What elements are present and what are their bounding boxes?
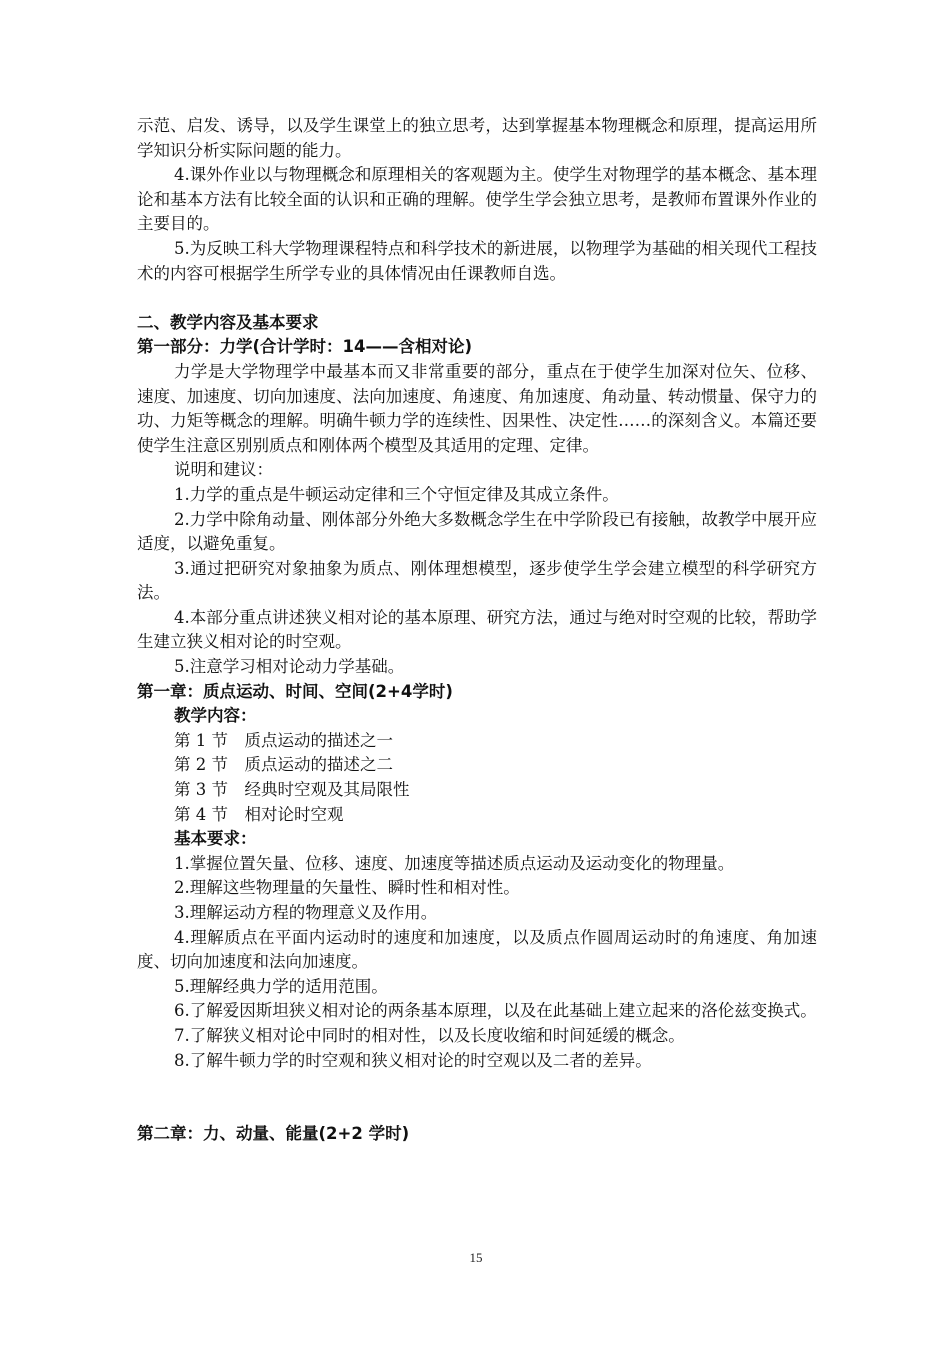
intro-paragraph-continued: 示范、启发、诱导，以及学生课堂上的独立思考，达到掌握基本物理概念和原理，提高运用所学知识分析实际问题的能力。 bbox=[137, 116, 817, 160]
part1-intro: 力学是大学物理学中最基本而又非常重要的部分，重点在于使学生加深对位矢、位移、速度、加速度、切向加速度、法向加速度、角速度、角加速度、角动量、转动惯量、保守力的功、力矩等概念的理解。明确牛顿力学的连续性、因果性、决定性……的深刻含义。本篇还要使学生注意区别别质点和刚体两个模型及其适用的定理、定律。 bbox=[137, 361, 817, 455]
note-item: 2.力学中除角动量、刚体部分外绝大多数概念学生在中学阶段已有接触，故教学中展开应适度，以避免重复。 bbox=[137, 509, 817, 554]
note-item: 4.本部分重点讲述狭义相对论的基本原理、研究方法，通过与绝对时空观的比较，帮助学生建立狭义相对论的时空观。 bbox=[137, 607, 817, 652]
intro-item-5: 5.为反映工科大学物理课程特点和科学技术的新进展，以物理学为基础的相关现代工程技术的内容可根据学生所学专业的具体情况由任课教师自选。 bbox=[137, 238, 817, 283]
requirement-item: 1.掌握位置矢量、位移、速度、加速度等描述质点运动及运动变化的物理量。 bbox=[174, 853, 735, 873]
chapter1-section-item: 第 3 节 经典时空观及其局限性 bbox=[174, 780, 410, 800]
spacer bbox=[137, 1073, 817, 1122]
spacer bbox=[137, 286, 817, 311]
chapter2-title: 第二章：力、动量、能量(2+2 学时) bbox=[137, 1124, 410, 1144]
note-item: 1.力学的重点是牛顿运动定律和三个守恒定律及其成立条件。 bbox=[174, 484, 619, 504]
note-item: 3.通过把研究对象抽象为质点、刚体理想模型，逐步使学生学会建立模型的科学研究方法。 bbox=[137, 558, 817, 603]
chapter1-section-item: 第 4 节 相对论时空观 bbox=[174, 804, 344, 824]
note-item: 5.注意学习相对论动力学基础。 bbox=[174, 657, 405, 677]
requirement-item: 8.了解牛顿力学的时空观和狭义相对论的时空观以及二者的差异。 bbox=[174, 1050, 652, 1070]
page-body bbox=[137, 114, 817, 1147]
requirement-item: 3.理解运动方程的物理意义及作用。 bbox=[174, 903, 438, 922]
notes-label: 说明和建议： bbox=[174, 460, 273, 480]
requirement-item: 7.了解狭义相对论中同时的相对性，以及长度收缩和时间延缓的概念。 bbox=[174, 1025, 685, 1045]
requirement-item: 6.了解爱因斯坦狭义相对论的两条基本原理，以及在此基础上建立起来的洛伦兹变换式。 bbox=[174, 1001, 817, 1021]
chapter1-requirements-label: 基本要求： bbox=[174, 829, 257, 849]
chapter1-section-item: 第 2 节 质点运动的描述之二 bbox=[174, 755, 393, 775]
chapter1-section-item: 第 1 节 质点运动的描述之一 bbox=[174, 730, 393, 750]
part1-title: 第一部分：力学(合计学时：14——含相对论) bbox=[137, 337, 473, 357]
intro-item-4: 4.课外作业以与物理概念和原理相关的客观题为主。使学生对物理学的基本概念、基本理论和基本方法有比较全面的认识和正确的理解。使学生学会独立思考，是教师布置课外作业的主要目的。 bbox=[137, 165, 817, 234]
page-number: 15 bbox=[469, 1250, 483, 1265]
requirement-item: 4.理解质点在平面内运动时的速度和加速度，以及质点作圆周运动时的角速度、角加速度、切向加速度和法向加速度。 bbox=[137, 927, 817, 972]
chapter1-content-label: 教学内容： bbox=[174, 706, 257, 726]
chapter1-title: 第一章：质点运动、时间、空间(2+4学时) bbox=[137, 681, 453, 701]
requirement-item: 5.理解经典力学的适用范围。 bbox=[174, 976, 388, 996]
requirement-item: 2.理解这些物理量的矢量性、瞬时性和相对性。 bbox=[174, 878, 520, 898]
section-heading: 二、教学内容及基本要求 bbox=[137, 312, 319, 332]
